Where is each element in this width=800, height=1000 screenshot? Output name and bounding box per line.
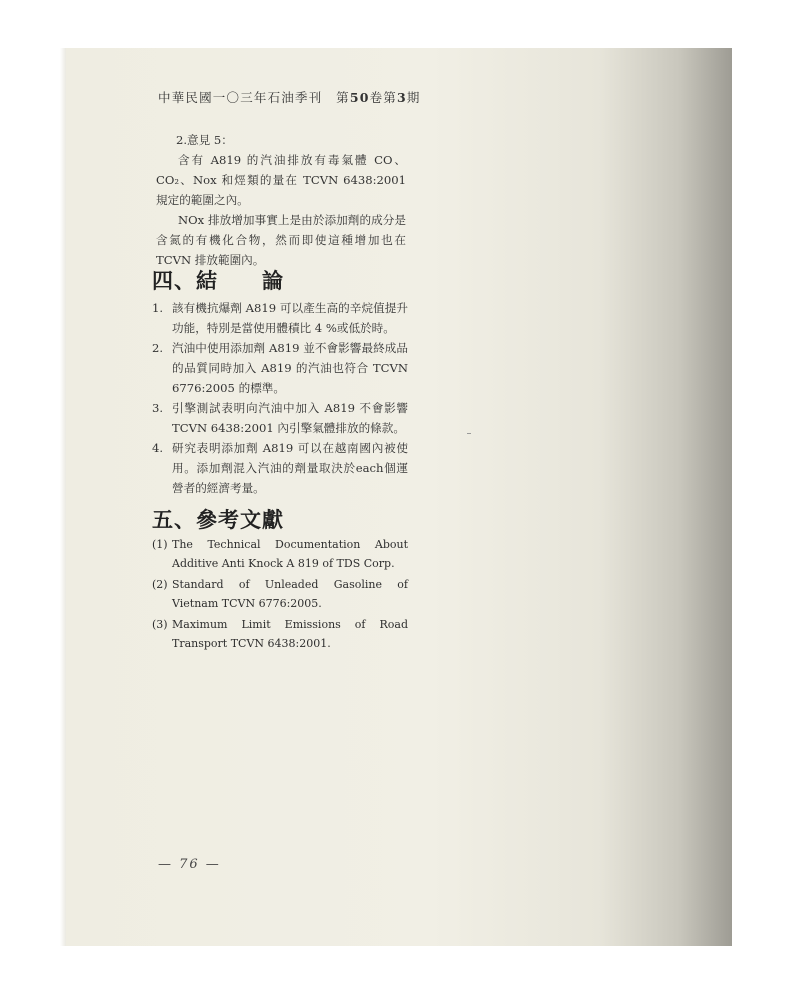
conclusion-list bbox=[152, 298, 408, 498]
list-item bbox=[152, 438, 408, 498]
header-volume: 50 bbox=[349, 90, 370, 105]
running-header bbox=[158, 88, 421, 106]
opinion-label: 2.意見 5： bbox=[176, 133, 233, 147]
reference-number: (1) bbox=[152, 538, 168, 551]
references-list bbox=[152, 536, 408, 656]
header-journal: 中華民國一〇三年石油季刊 第 bbox=[158, 90, 350, 105]
list-item-number: 3. bbox=[152, 401, 164, 415]
list-item-number: 4. bbox=[152, 441, 164, 455]
list-item-text: 引擎測試表明向汽油中加入 A819 不會影響 TCVN 6438:2001 內引擎氣體排放的條款。 bbox=[172, 401, 408, 435]
list-item-number: 2. bbox=[152, 341, 164, 355]
opinion-paragraph-2: NOx 排放增加事實上是由於添加劑的成分是含氮的有機化合物，然而即使這種增加也在 TCVN 排放範圍內。 bbox=[156, 213, 406, 267]
page-number: — 76 — bbox=[158, 857, 221, 872]
list-item bbox=[152, 298, 408, 338]
reference-item bbox=[152, 576, 408, 613]
list-item-text: 該有機抗爆劑 A819 可以產生高的辛烷值提升功能，特別是當使用體積比 4 %或低於時。 bbox=[172, 301, 408, 335]
reference-item bbox=[152, 536, 408, 573]
header-mid: 卷第 bbox=[369, 90, 398, 105]
header-issue: 3 bbox=[397, 90, 407, 105]
references-heading: 五、參考文獻 bbox=[152, 508, 284, 532]
list-item-number: 1. bbox=[152, 301, 164, 315]
reference-number: (2) bbox=[152, 578, 168, 591]
scan-mark bbox=[467, 433, 471, 434]
list-item-text: 研究表明添加劑 A819 可以在越南國內被使用。添加劑混入汽油的劑量取決於each個運營者的經濟考量。 bbox=[172, 441, 408, 495]
reference-text: The Technical Documentation About Additive Anti Knock A 819 of TDS Corp. bbox=[172, 538, 408, 570]
reference-text: Standard of Unleaded Gasoline of Vietnam TCVN 6776:2005. bbox=[172, 578, 408, 610]
reference-number: (3) bbox=[152, 618, 168, 631]
list-item-text: 汽油中使用添加劑 A819 並不會影響最終成品的品質同時加入 A819 的汽油也符合 TCVN 6776:2005 的標準。 bbox=[172, 341, 408, 395]
list-item bbox=[152, 338, 408, 398]
list-item bbox=[152, 398, 408, 438]
conclusion-heading: 四、結 論 bbox=[152, 269, 284, 293]
reference-text: Maximum Limit Emissions of Road Transport TCVN 6438:2001. bbox=[172, 618, 408, 650]
opinion-paragraph-1: 含有 A819 的汽油排放有毒氣體 CO、CO₂、Nox 和烴類的量在 TCVN 6438:2001 規定的範圍之內。 bbox=[156, 153, 406, 207]
header-end: 期 bbox=[406, 90, 421, 105]
reference-item bbox=[152, 616, 408, 653]
